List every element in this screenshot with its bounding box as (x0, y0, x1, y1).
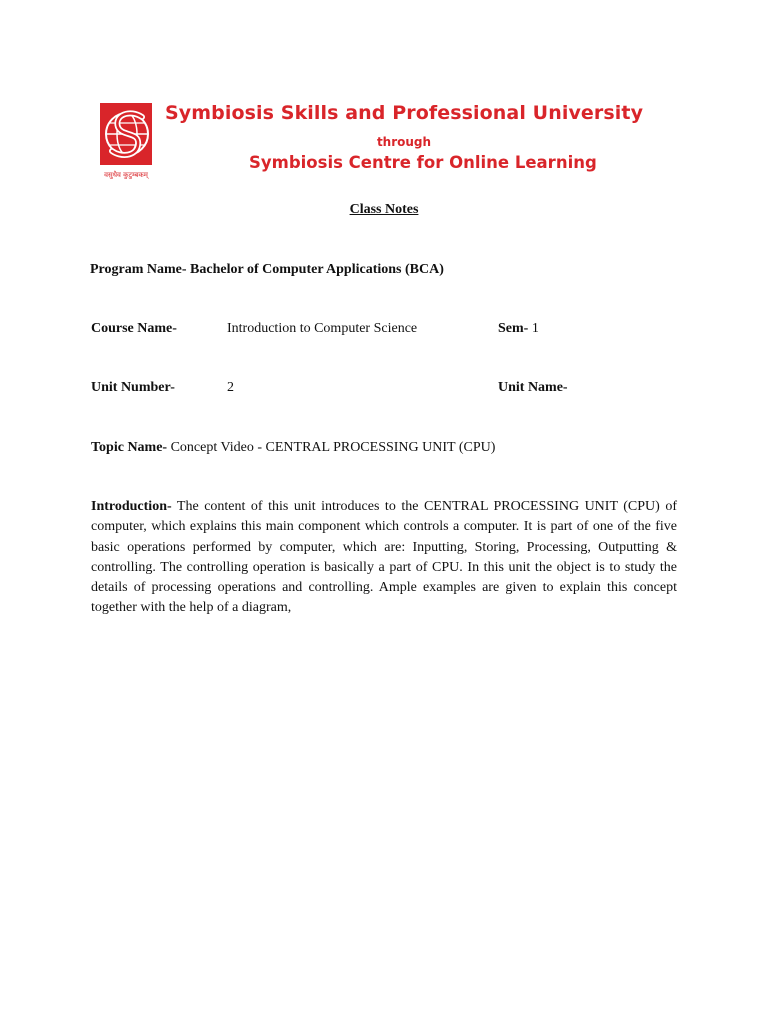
unit-number-label: Unit Number- (91, 380, 175, 395)
topic-label: Topic Name- (91, 440, 168, 455)
sem-field (498, 321, 539, 337)
university-header (92, 93, 676, 189)
university-name: Symbiosis Skills and Professional University (165, 102, 644, 124)
introduction-text: The content of this unit introduces to the CENTRAL PROCESSING UNIT (CPU) of computer, which explains this main component which controls a computer. It is part of one of the five basic operations performed by computer, which are: Inputting, Storing, Processing, Outputting & controlling. The controlling operation is basically a part of CPU. In this unit the object is to study the details of processing operations and controlling. Ample examples are given to explain this concept together with the help of a diagram, (91, 499, 677, 616)
through-label: through (376, 135, 432, 149)
logo-tagline: वसुधैव कुटुम्बकम् (104, 171, 148, 179)
sem-label: Sem- (498, 321, 529, 336)
unit-number-value: 2 (227, 380, 234, 395)
program-label: Program Name- (90, 262, 187, 277)
sem-value: 1 (528, 321, 539, 336)
program-row (90, 262, 444, 278)
centre-name: Symbiosis Centre for Online Learning (249, 153, 597, 172)
course-label: Course Name- (91, 321, 177, 336)
unit-name-field (498, 380, 568, 396)
introduction-paragraph (91, 497, 677, 619)
program-value: Bachelor of Computer Applications (BCA) (186, 262, 444, 277)
document-heading: Class Notes (349, 202, 419, 217)
course-value: Introduction to Computer Science (227, 321, 418, 336)
topic-row (91, 440, 495, 456)
unit-name-label: Unit Name- (498, 380, 568, 395)
topic-value: Concept Video - CENTRAL PROCESSING UNIT (CPU) (167, 440, 496, 455)
introduction-label: Introduction- (91, 499, 172, 514)
